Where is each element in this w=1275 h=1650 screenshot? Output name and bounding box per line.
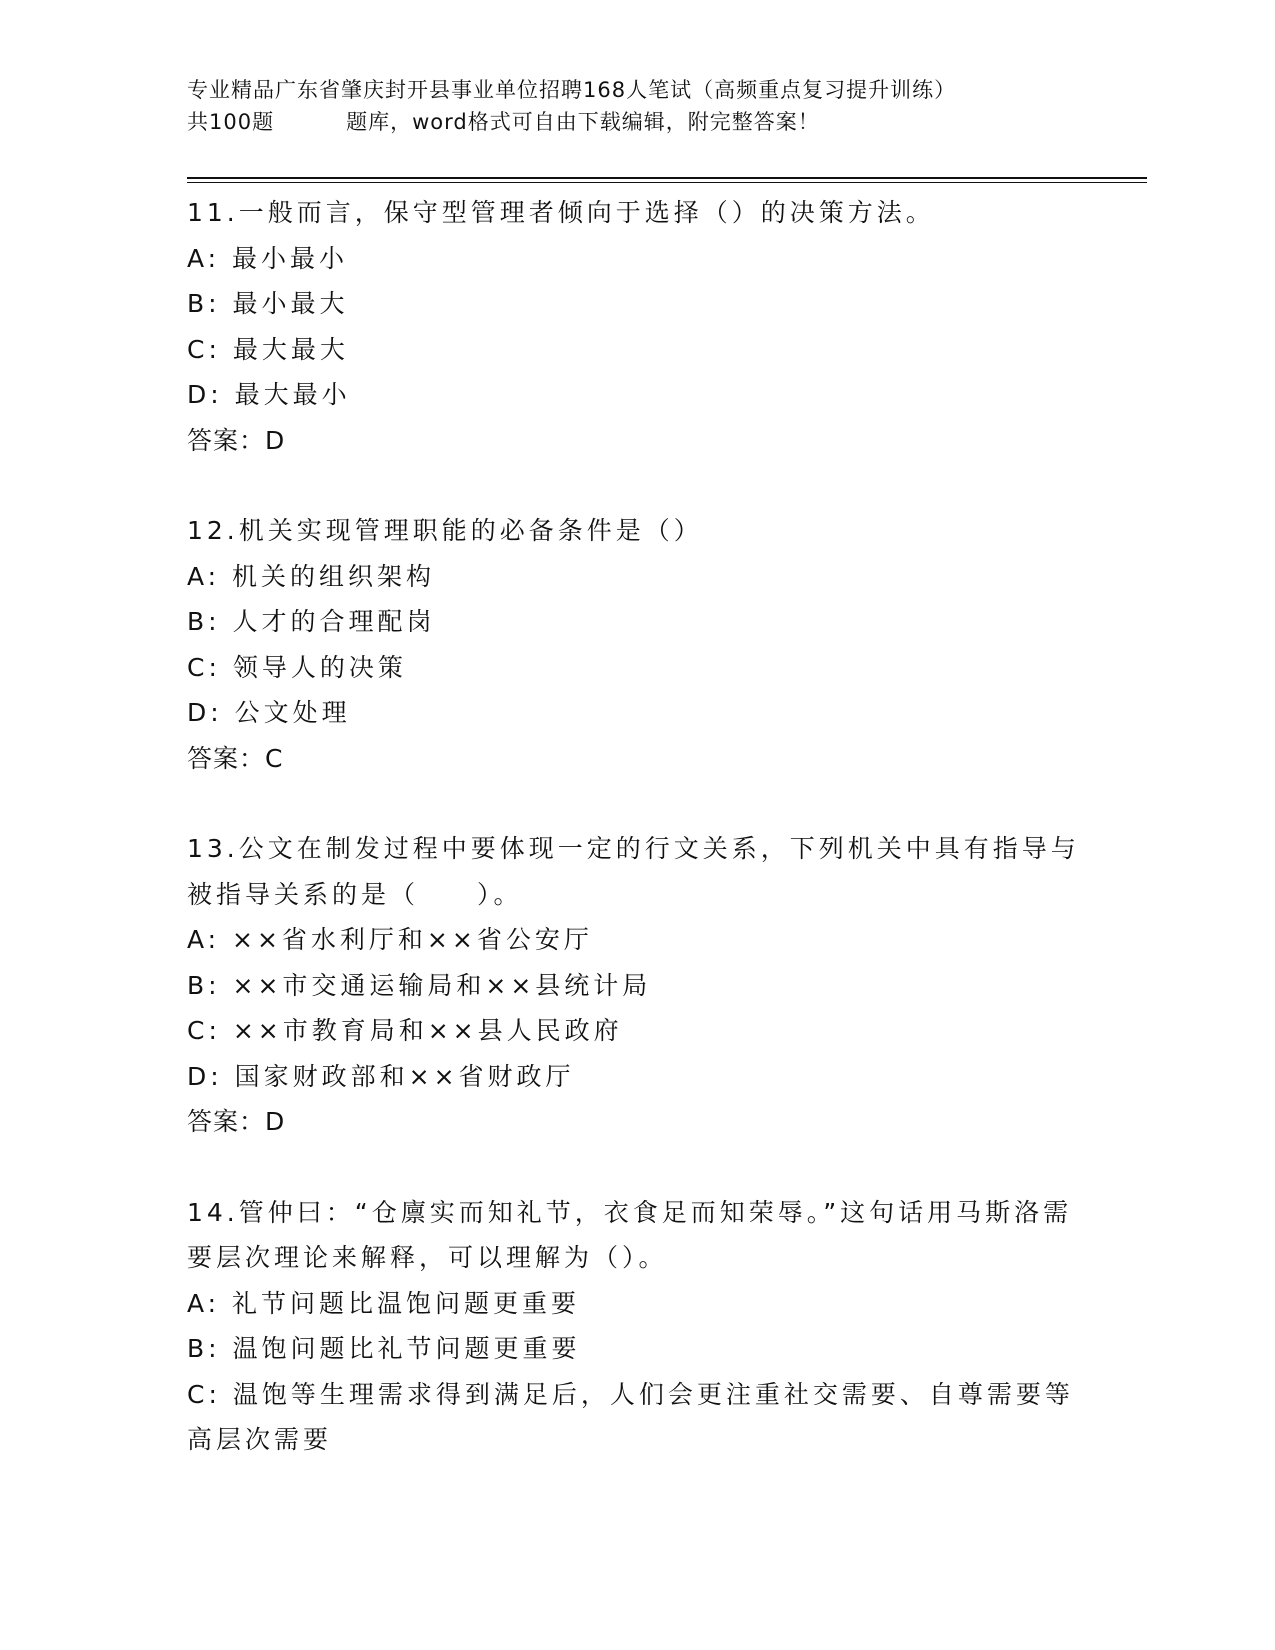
question-text: 13.公文在制发过程中要体现一定的行文关系，下列机关中具有指导与被指导关系的是（ ）。 — [187, 834, 1080, 909]
option-c: C: ××市教育局和××县人民政府 — [187, 1016, 623, 1045]
question-14 — [187, 1190, 1087, 1463]
question-list — [187, 190, 1087, 1508]
header-description: 题库，word格式可自由下载编辑，附完整答案！ — [346, 110, 820, 134]
option-b: B: ××市交通运输局和××县统计局 — [187, 970, 652, 1000]
option-c: C: 温饱等生理需求得到满足后，人们会更注重社交需要、自尊需要等高层次需要 — [187, 1379, 1074, 1454]
option-d: D: 最大最小 — [187, 380, 351, 409]
header-title: 专业精品广东省肇庆封开县事业单位招聘168人笔试（高频重点复习提升训练） — [187, 78, 957, 102]
header-question-count: 共100题 — [187, 110, 275, 134]
question-text: 11.一般而言，保守型管理者倾向于选择（）的决策方法。 — [187, 198, 935, 227]
option-d: D: 公文处理 — [187, 698, 351, 727]
document-header — [187, 74, 1147, 138]
question-11 — [187, 190, 1087, 463]
option-b: B: 温饱问题比礼节问题更重要 — [187, 1334, 581, 1363]
answer: 答案：C — [187, 743, 284, 773]
option-a: A: 最小最小 — [187, 243, 349, 273]
question-13 — [187, 826, 1087, 1145]
option-b: B: 最小最大 — [187, 289, 349, 318]
option-a: A: 机关的组织架构 — [187, 561, 436, 591]
option-c: C: 领导人的决策 — [187, 652, 407, 682]
header-subtitle — [187, 106, 1147, 138]
option-a: A: ××省水利厅和××省公安厅 — [187, 925, 593, 954]
question-12 — [187, 508, 1087, 781]
answer: 答案：D — [187, 425, 286, 455]
question-text: 14.管仲曰：“仓廪实而知礼节，衣食足而知荣辱。”这句话用马斯洛需要层次理论来解释，可以理解为（）。 — [187, 1197, 1073, 1272]
option-a: A: 礼节问题比温饱问题更重要 — [187, 1288, 581, 1318]
header-divider-thin — [187, 182, 1147, 183]
header-divider-thick — [187, 177, 1147, 179]
option-c: C: 最大最大 — [187, 334, 349, 364]
question-text: 12.机关实现管理职能的必备条件是（） — [187, 516, 703, 545]
option-b: B: 人才的合理配岗 — [187, 607, 436, 636]
option-d: D: 国家财政部和××省财政厅 — [187, 1061, 575, 1091]
answer: 答案：D — [187, 1107, 286, 1136]
